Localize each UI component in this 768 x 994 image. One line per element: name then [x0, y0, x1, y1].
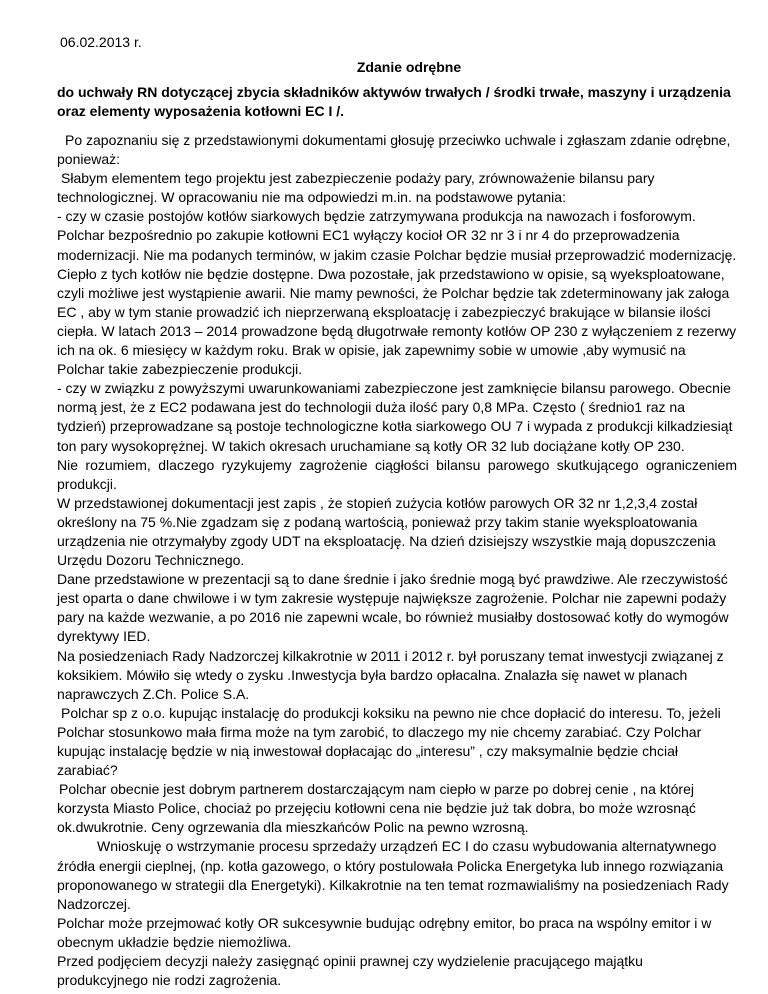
document-subject: do uchwały RN dotyczącej zbycia składników aktywów trwałych / środki trwałe, maszyny i urządzenia oraz elementy wyposażenia kotłowni EC I /.: [57, 84, 731, 119]
paragraph-intro: Po zapoznaniu się z przedstawionymi dokumentami głosuję przeciwko uchwale i zgłaszam zdanie odrębne, ponieważ:: [57, 132, 731, 168]
paragraph-polchar-partner: Polchar obecnie jest dobrym partnerem dostarczającym nam ciepło w parze po dobrej cenie , na której korzysta Miasto Police, chociaż po przejęciu kotłowni cena nie będzie już tak dobra, bo może wzrosnąć ok.dwukrotnie. Ceny ogrzewania dla mieszkańców Polic na pewno wzrosną.: [57, 781, 696, 836]
document-title: Zdanie odrębne: [356, 59, 462, 75]
paragraph-motion: Wnioskuję o wstrzymanie procesu sprzedaży urządzeń EC I do czasu wybudowania alternatywnego źródła energii cieplnej, (np. kotła gazowego, o który postulowała Policka Energetyka lub innego rozwiązania proponowanego w strategii dla Energetyki). Kilkakrotnie na ten temat rozmawialiśmy na posiedzeniach Rady Nadzorczej.: [57, 838, 729, 912]
paragraph-weak-element: Słabym elementem tego projektu jest zabezpieczenie podaży pary, zrównoważenie bilansu pary technologicznej. W opracowaniu nie ma odpowiedzi m.in. na podstawowe pytania:: [57, 170, 655, 206]
paragraph-average-data: Dane przedstawione w prezentacji są to dane średnie i jako średnie mogą być prawdziwe. Ale rzeczywistość jest oparta o dane chwilowe i w tym zakresie występuje największe zagrożenie. Polchar nie zapewni podaży pary na każde wezwanie, a po 2016 nie zapewni wcale, bo również musiałby dostosować kotły do wymogów dyrektywy IED.: [57, 571, 729, 645]
paragraph-coke-investment: Na posiedzeniach Rady Nadzorczej kilkakrotnie w 2011 i 2012 r. był poruszany temat inwestycji związanej z koksikiem. Mówiło się wtedy o zysku .Inwestycja była bardzo opłacalna. Znalazła się nawet w planach naprawczych Z.Ch. Police S.A.: [57, 647, 724, 702]
paragraph-polchar-interest: Polchar sp z o.o. kupując instalację do produkcji koksiku na pewno nie chce dopłacić do interesu. To, jeżeli Polchar stosunkowo mała firma może na tym zarobić, to dlaczego my nie chcemy zarabiać. Czy Polchar kupując instalację będzie w nią inwestował dopłacając do „interesu” , czy maksymalnie będzie chciał zarabiać?: [57, 704, 721, 779]
paragraph-risk: Nie rozumiem, dlaczego ryzykujemy zagrożenie ciągłości bilansu parowego skutkującego ograniczeniem produkcji.: [57, 456, 737, 492]
paragraph-separate-emitter: Polchar może przejmować kotły OR sukcesywnie budując odrębny emitor, bo praca na wspólny emitor i w obecnym układzie będzie niemożliwa.: [57, 914, 712, 950]
paragraph-wear-level: W przedstawionej dokumentacji jest zapis , że stopień zużycia kotłów parowych OR 32 nr 1,2,3,4 został określony na 75 %.Nie zgadzam się z podaną wartością, ponieważ przy takim stanie wyeksploatowania urządzenia nie otrzymałyby zgody UDT na eksploatację. Na dzień dzisiejszy wszystkie mają dopuszczenia Urzędu Dozoru Technicznego.: [57, 494, 716, 569]
paragraph-legal-opinion: Przed podjęciem decyzji należy zasięgnąć opinii prawnej czy wydzielenie pracującego majątku produkcyjnego nie rodzi zagrożenia.: [57, 953, 643, 989]
document-date: 06.02.2013 r.: [60, 34, 142, 50]
paragraph-question-sulfur-boilers: - czy w czasie postojów kotłów siarkowych będzie zatrzymywana produkcja na nawozach i fosforowym. Polchar bezpośrednio po zakupie kotłowni EC1 wyłączy kocioł OR 32 nr 3 i nr 4 do przeprowadzenia modernizacji. Nie ma podanych terminów, w jakim czasie Polchar będzie musiał przeprowadzić modernizację. Ciepło z tych kotłów nie będzie dostępne. Dwa pozostałe, jak przedstawiono w opisie, są wyeksploatowane, czyli możliwe jest wystąpienie awarii. Nie mamy pewności, że Polchar będzie tak zdeterminowany jak załoga EC , aby w tym stanie prowadzić ich nieprzerwaną eksploatację i zabezpieczyć brakujące w bilansie ilości ciepła. W latach 2013 – 2014 prowadzone będą długotrwałe remonty kotłów OP 230 z wyłączeniem z rezerwy ich na ok. 6 miesięcy w każdym roku. Brak w opisie, jak zapewnimy sobie w umowie ,aby wymusić na Polchar takie zabezpieczenie produkcji.: [57, 208, 737, 378]
document-body: [57, 131, 737, 990]
paragraph-question-steam-balance: - czy w związku z powyższymi uwarunkowaniami zabezpieczone jest zamknięcie bilansu parowego. Obecnie normą jest, że z EC2 podawana jest do technologii duża ilość pary 0,8 MPa. Często ( średnio1 raz na tydzień) przeprowadzane są postoje technologiczne kotła siarkowego OU 7 i wypada z produkcji kilkadziesiąt ton pary wysokoprężnej. W takich okresach uruchamiane są kotły OR 32 lub dociążane kotły OP 230.: [57, 380, 733, 454]
